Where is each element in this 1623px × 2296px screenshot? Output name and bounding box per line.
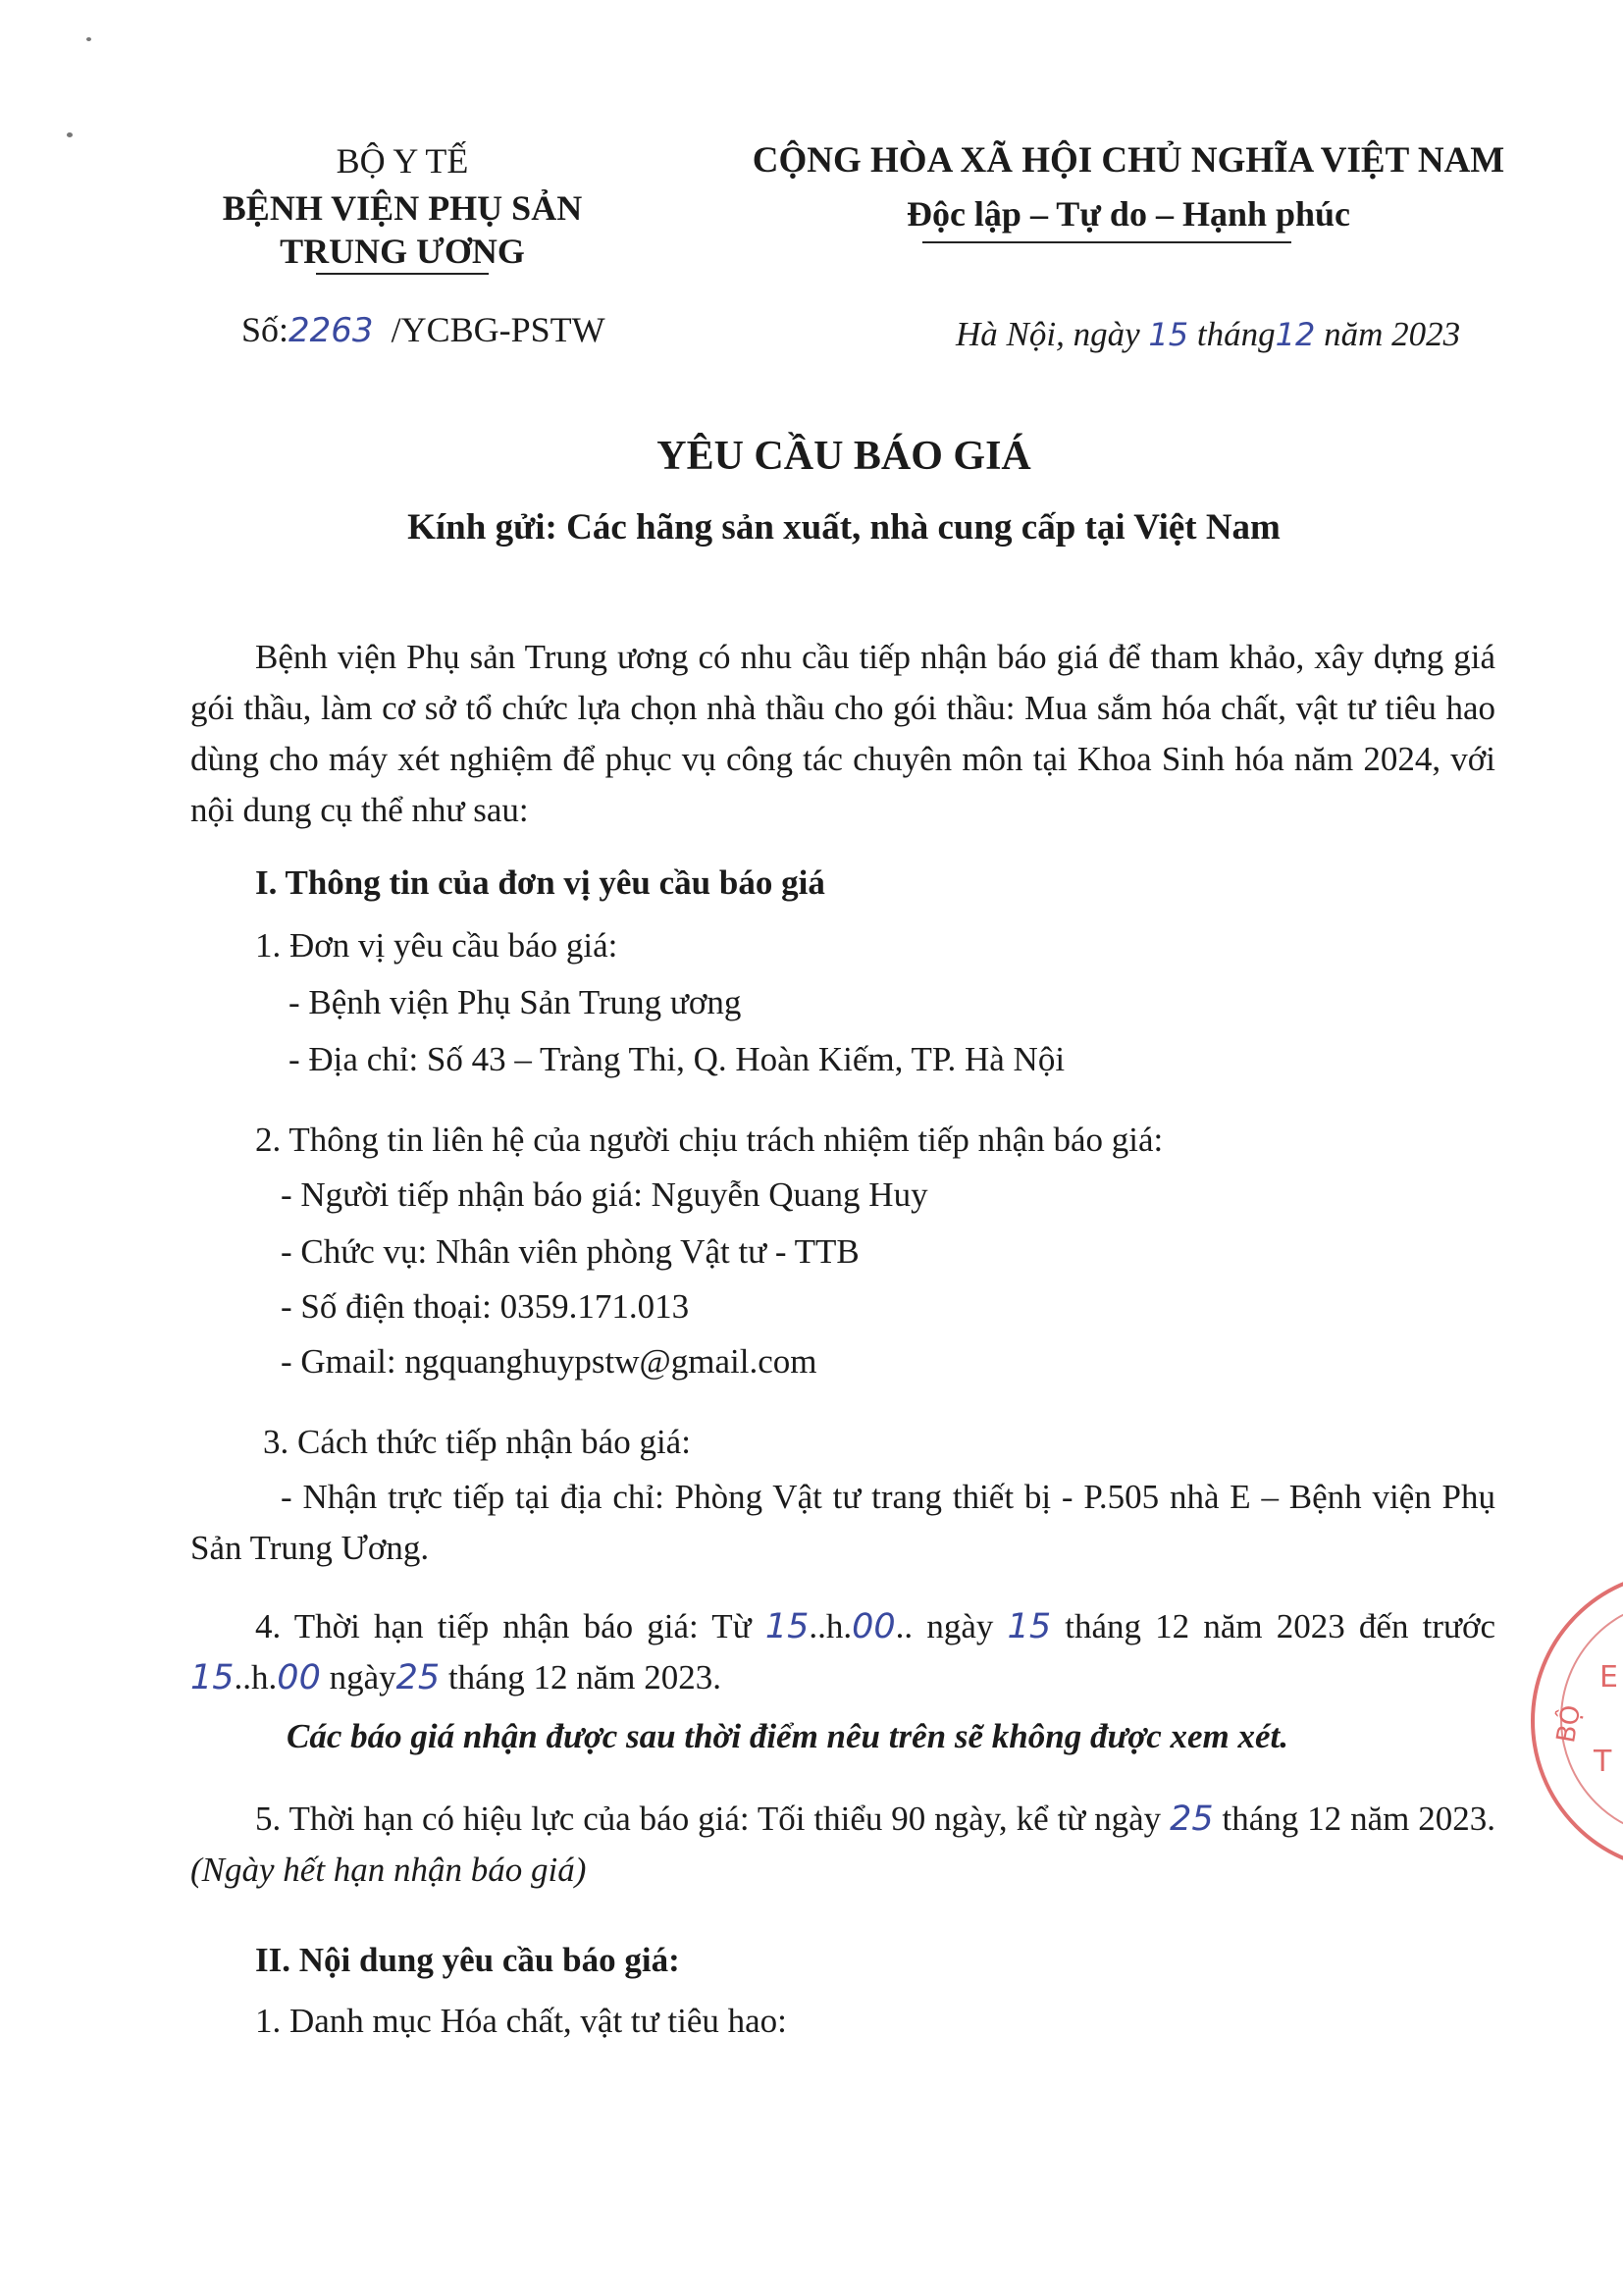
item-4-minute-start: 00 [852,1607,896,1646]
item-1-title: 1. Đơn vị yêu cầu báo giá: [255,926,618,965]
item-4-text-1: 4. Thời hạn tiếp nhận báo giá: Từ [255,1607,752,1645]
late-submission-note: Các báo giá nhận được sau thời điểm nêu trên sẽ không được xem xét. [287,1717,1288,1755]
item-2-line-3: - Số điện thoại: 0359.171.013 [281,1287,690,1326]
hospital-name-line2: TRUNG ƯƠNG [280,232,525,271]
nation-title: CỘNG HÒA XÃ HỘI CHỦ NGHĨA VIỆT NAM [752,140,1505,181]
item-4-deadline [190,1601,1495,1703]
item-5-validity [190,1794,1495,1896]
intro-paragraph: Bệnh viện Phụ sản Trung ương có nhu cầu tiếp nhận báo giá để tham khảo, xây dựng giá gói thầu, làm cơ sở tổ chức lựa chọn nhà thầu cho gói thầu: Mua sắm hóa chất, vật tư tiêu hao dùng cho máy xét nghiệm để phục vụ công tác chuyên môn tại Khoa Sinh hóa năm 2024, với nội dung cụ thể như sau: [190,638,1495,829]
item-4-day-end: 25 [395,1658,441,1697]
stamp-letter-t: T [1594,1745,1612,1779]
date-month-label: tháng [1196,315,1276,353]
reference-number [241,306,605,354]
item-2-line-2: - Chức vụ: Nhân viên phòng Vật tư - TTB [281,1232,860,1271]
hospital-underline [316,273,489,275]
item-1-line-1: - Bệnh viện Phụ Sản Trung ương [288,983,742,1021]
scan-speck [67,132,73,137]
document-title: YÊU CẦU BÁO GIÁ [656,434,1031,479]
section-2-item-1: 1. Danh mục Hóa chất, vật tư tiêu hao: [255,2002,787,2040]
recipient-line: Kính gửi: Các hãng sản xuất, nhà cung cấp tại Việt Nam [407,507,1281,548]
item-4-text-2: ..h. [809,1607,853,1645]
stamp-letter-bo: BỘ [1551,1702,1588,1746]
item-5-day-handwritten: 25 [1170,1800,1214,1839]
item-4-text-5: ..h. [234,1658,278,1696]
item-2-title: 2. Thông tin liên hệ của người chịu trách nhiệm tiếp nhận báo giá: [255,1121,1164,1159]
hospital-name: BỆNH VIỆN PHỤ SẢN [222,188,583,228]
date-prefix: Hà Nội, ngày [956,315,1140,353]
item-4-minute-end: 00 [277,1658,321,1697]
item-5-italic-note: (Ngày hết hạn nhận báo giá) [190,1851,587,1889]
section-1-heading: I. Thông tin của đơn vị yêu cầu báo giá [255,863,825,902]
section-2-heading: II. Nội dung yêu cầu báo giá: [255,1941,680,1979]
item-4-text-3: .. ngày [895,1607,994,1645]
scan-speck [86,37,91,41]
item-5-text-1: 5. Thời hạn có hiệu lực của báo giá: Tối thiểu 90 ngày, kể từ ngày [255,1800,1162,1838]
item-5-text-2: tháng 12 năm 2023. [1222,1800,1495,1838]
item-4-text-7: tháng 12 năm 2023. [447,1658,721,1696]
stamp-letter-e: E [1599,1660,1618,1695]
item-1-line-2: - Địa chỉ: Số 43 – Tràng Thi, Q. Hoàn Kiếm, TP. Hà Nội [288,1040,1066,1078]
item-4-text-4: tháng 12 năm 2023 đến trước [1065,1607,1496,1645]
item-3-title: 3. Cách thức tiếp nhận báo giá: [263,1423,691,1461]
motto-underline [922,241,1291,243]
issue-date [956,312,1460,357]
item-3-text: - Nhận trực tiếp tại địa chỉ: Phòng Vật tư trang thiết bị - P.505 nhà E – Bệnh viện Phụ Sản Trung Ương. [190,1478,1495,1567]
item-4-text-6: ngày [329,1658,396,1696]
date-day-handwritten: 15 [1148,316,1189,353]
item-4-hour-end: 15 [190,1658,235,1697]
ref-handwritten-number: 2263 [288,311,374,350]
date-month-handwritten: 12 [1275,316,1316,353]
item-4-day-start: 15 [1007,1607,1052,1646]
ref-suffix: /YCBG-PSTW [391,310,605,349]
ministry-name: BỘ Y TẾ [336,141,469,181]
item-2-line-4: - Gmail: ngquanghuypstw@gmail.com [281,1342,817,1381]
ref-prefix: Số: [241,310,289,349]
item-4-hour-start: 15 [764,1607,810,1646]
date-year: năm 2023 [1324,315,1461,353]
nation-motto: Độc lập – Tự do – Hạnh phúc [906,194,1351,234]
item-2-line-1: - Người tiếp nhận báo giá: Nguyễn Quang Huy [281,1175,928,1214]
